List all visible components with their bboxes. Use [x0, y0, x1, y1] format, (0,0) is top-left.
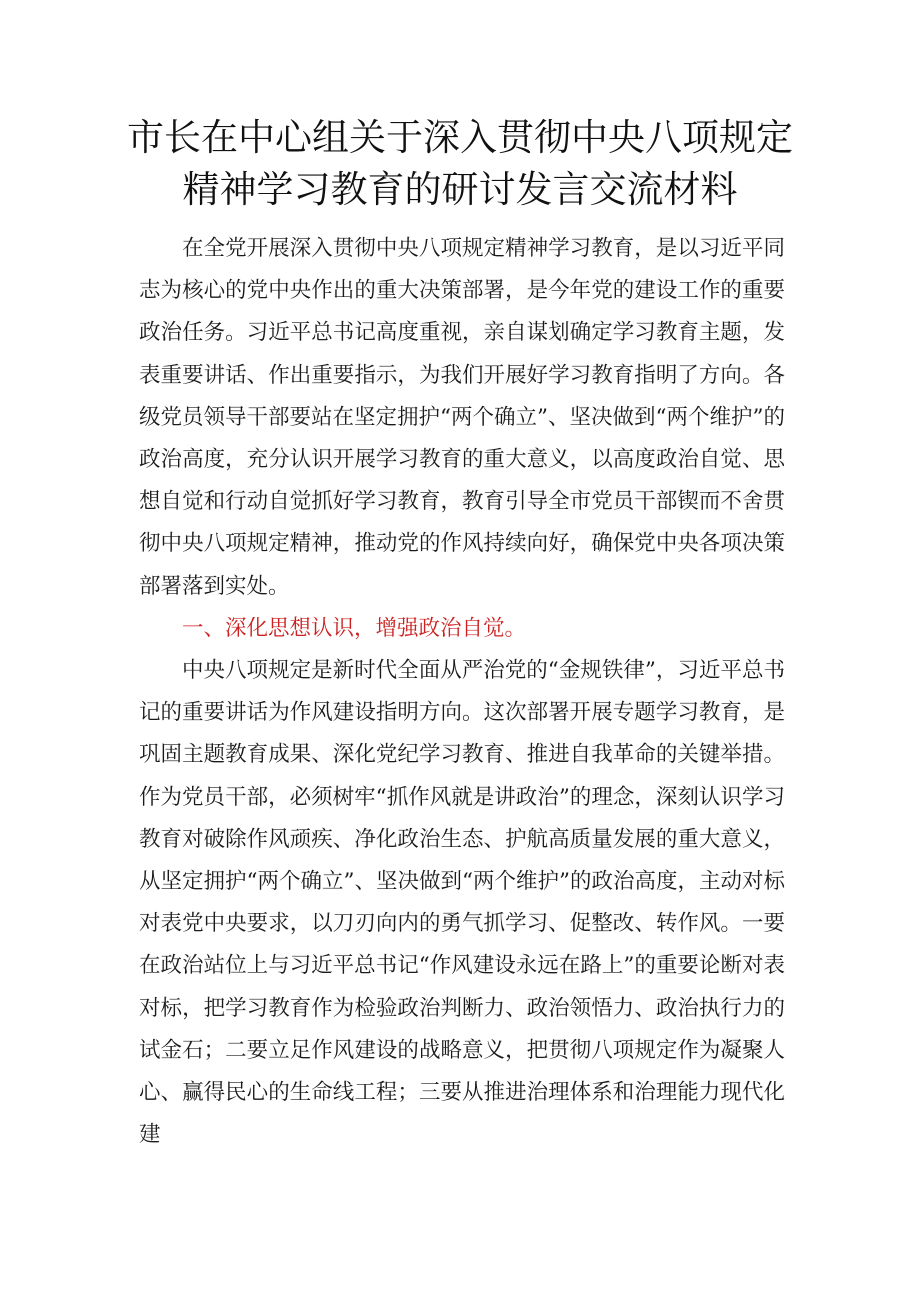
- section-1-paragraph: 中央八项规定是新时代全面从严治党的“金规铁律”，习近平总书记的重要讲话为作风建设指明方向。这次部署开展专题学习教育，是巩固主题教育成果、深化党纪学习教育、推进自我革命的关键举措。作为党员干部，必须树牢“抓作风就是讲政治”的理念，深刻认识学习教育对破除作风顽疾、净化政治生态、护航高质量发展的重大意义，从坚定拥护“两个确立”、坚决做到“两个维护”的政治高度，主动对标对表党中央要求，以刀刃向内的勇气抓学习、促整改、转作风。一要在政治站位上与习近平总书记“作风建设永远在路上”的重要论断对表对标，把学习教育作为检验政治判断力、政治领悟力、政治执行力的试金石；二要立足作风建设的战略意义，把贯彻八项规定作为凝聚人心、赢得民心的生命线工程；三要从推进治理体系和治理能力现代化建: [139, 658, 785, 1148]
- title-line-1: 市长在中心组关于深入贯彻中央八项规定: [127, 116, 793, 159]
- section-heading-1: 一、深化思想认识，增强政治自觉。: [182, 615, 527, 641]
- document-body: [139, 228, 785, 1156]
- title-line-2: 精神学习教育的研讨发言交流材料: [182, 168, 738, 211]
- intro-paragraph: 在全党开展深入贯彻中央八项规定精神学习教育，是以习近平同志为核心的党中央作出的重大决策部署，是今年党的建设工作的重要政治任务。习近平总书记高度重视，亲自谋划确定学习教育主题，发表重要讲话、作出重要指示，为我们开展好学习教育指明了方向。各级党员领导干部要站在坚定拥护“两个确立”、坚决做到“两个维护”的政治高度，充分认识开展学习教育的重大意义，以高度政治自觉、思想自觉和行动自觉抓好学习教育，教育引导全市党员干部锲而不舍贯彻中央八项规定精神，推动党的作风持续向好，确保党中央各项决策部署落到实处。: [139, 236, 785, 599]
- document-title: [0, 112, 920, 216]
